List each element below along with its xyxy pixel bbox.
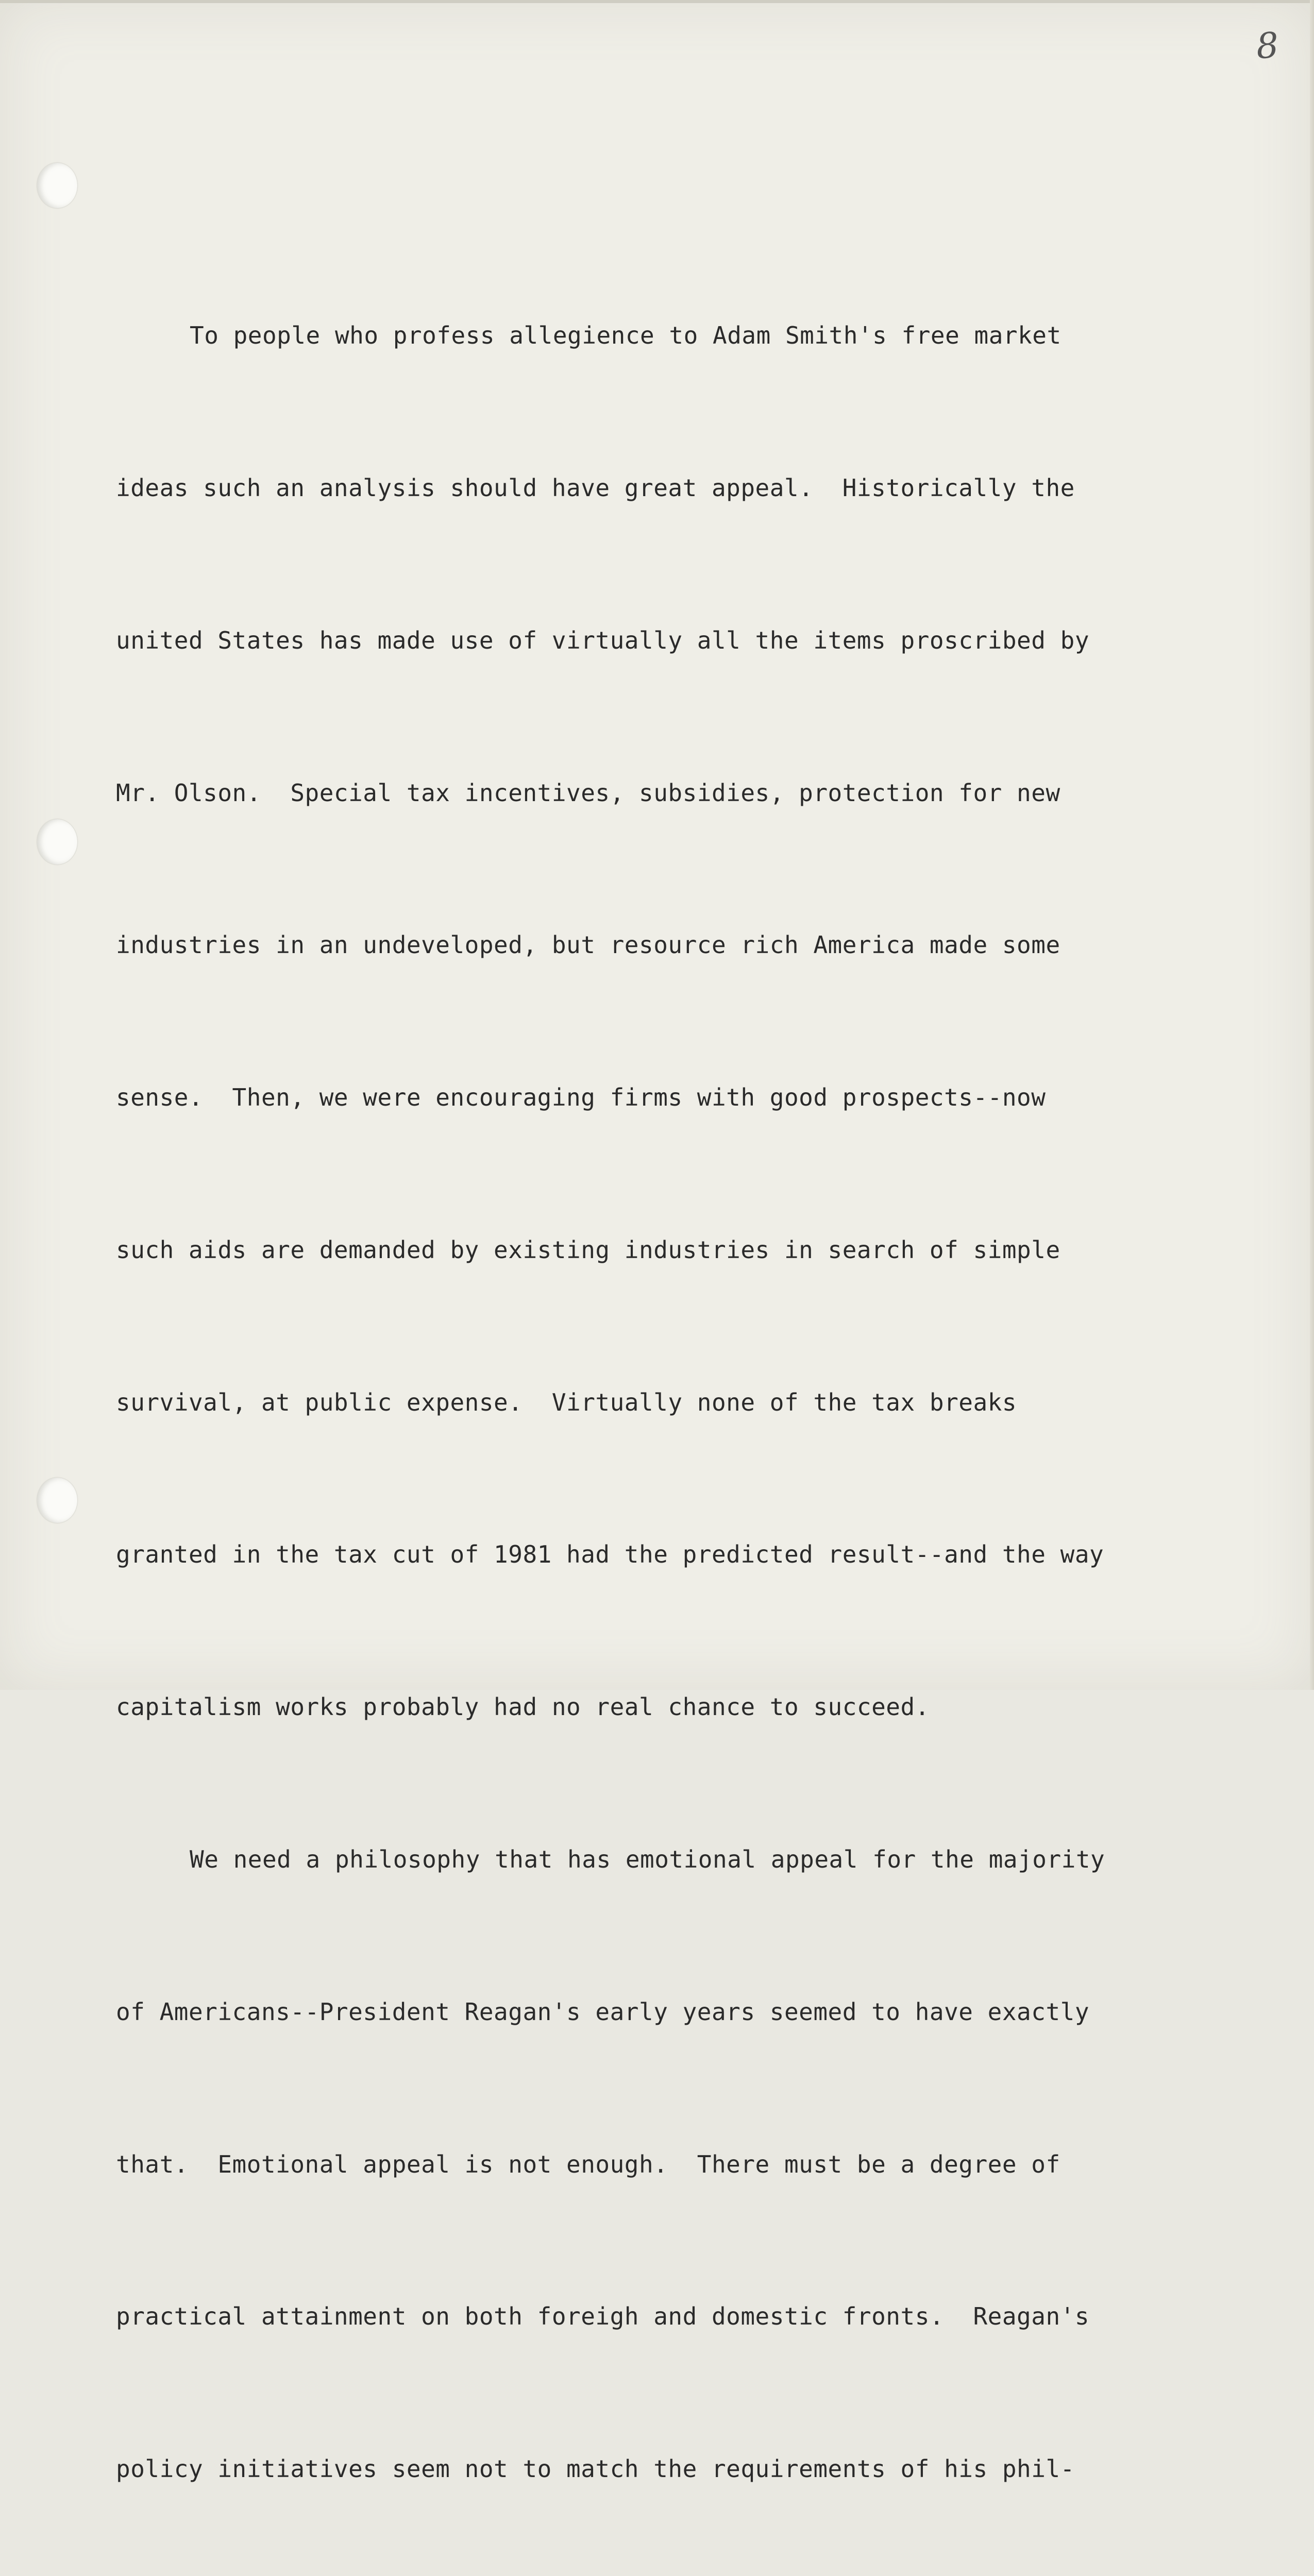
text-line: practical attainment on both foreigh and domestic fronts. Reagan's [116,2302,1090,2331]
text-line: survival, at public expense. Virtually none of the tax breaks [116,1388,1017,1416]
text-line: Mr. Olson. Special tax incentives, subsidies, protection for new [116,778,1060,807]
text-line: such aids are demanded by existing industries in search of simple [116,1235,1060,1264]
punch-hole-top [37,163,77,208]
text-line: ideas such an analysis should have great appeal. Historically the [116,473,1075,502]
text-line: granted in the tax cut of 1981 had the predicted result--and the way [116,1540,1104,1569]
page-right-edge [1310,0,1314,1690]
text-line: united States has made use of virtually all the items proscribed by [116,626,1090,654]
punch-hole-bottom [37,1478,77,1523]
punch-hole-middle [37,819,77,865]
text-line: capitalism works probably had no real chance to succeed. [116,1693,930,1721]
page-number: 8 [1255,25,1280,67]
page-top-edge [0,0,1314,3]
text-line: that. Emotional appeal is not enough. There must be a degree of [116,2150,1060,2178]
text-line: of Americans--President Reagan's early years seemed to have exactly [116,1997,1090,2026]
text-line: We need a philosophy that has emotional appeal for the majority [190,1845,1105,1873]
typed-body-text [116,209,1270,2576]
text-line: sense. Then, we were encouraging firms with good prospects--now [116,1083,1046,1112]
text-line: policy initiatives seem not to match the requirements of his phil- [116,2455,1075,2483]
text-line: To people who profess allegience to Adam Smith's free market [190,321,1062,350]
text-line: industries in an undeveloped, but resource rich America made some [116,931,1060,959]
